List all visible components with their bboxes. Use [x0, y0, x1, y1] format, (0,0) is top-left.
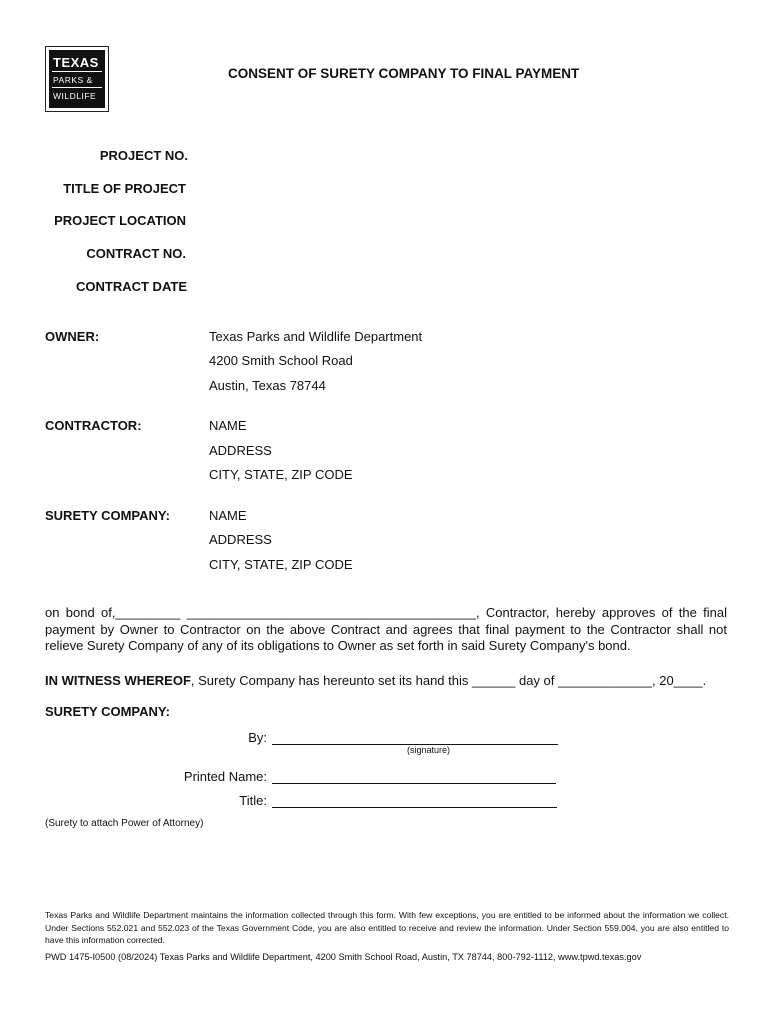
logo-line-parks: PARKS &	[53, 75, 93, 85]
printed-name-label: Printed Name:	[183, 769, 267, 784]
logo-rule	[52, 87, 102, 88]
contract-no-label: CONTRACT NO.	[86, 246, 186, 261]
form-title: CONSENT OF SURETY COMPANY TO FINAL PAYMENT	[228, 66, 580, 81]
signature-caption: (signature)	[407, 745, 451, 755]
title-line[interactable]	[272, 807, 557, 808]
witness-heading: IN WITNESS WHEREOF	[45, 673, 191, 688]
surety-label: SURETY COMPANY:	[45, 508, 170, 523]
logo-line-wildlife: WILDLIFE	[53, 91, 97, 101]
printed-name-line[interactable]	[272, 783, 556, 784]
contractor-address: ADDRESS	[209, 443, 272, 458]
title-of-project-label: TITLE OF PROJECT	[63, 181, 186, 196]
witness-line	[45, 673, 706, 688]
title-label: Title:	[239, 793, 267, 808]
logo-rule	[52, 71, 102, 72]
bond-paragraph: on bond of,_________ ________________________________________, Contractor, hereby approves of the final payment by Owner to Contractor on the above Contract and agrees that final payment to the Contractor shall not relieve Surety Company of any of its obligations to Owner as set forth in said Surety Company's bond.	[45, 605, 727, 653]
surety-address: ADDRESS	[209, 532, 272, 547]
owner-label: OWNER:	[45, 329, 100, 344]
owner-city: Austin, Texas 78744	[209, 378, 326, 393]
form-id-line: PWD 1475-I0500 (08/2024) Texas Parks and Wildlife Department, 4200 Smith School Road, Austin, TX 78744, 800-792-1112, www.tpwd.texas.gov	[45, 952, 642, 962]
tpwd-logo-mark	[49, 50, 105, 108]
project-location-label: PROJECT LOCATION	[54, 213, 186, 228]
surety-signature-heading: SURETY COMPANY:	[45, 704, 170, 719]
contractor-city: CITY, STATE, ZIP CODE	[209, 467, 353, 482]
surety-city: CITY, STATE, ZIP CODE	[209, 557, 353, 572]
surety-name: NAME	[209, 508, 247, 523]
tpwd-logo	[45, 46, 109, 112]
power-of-attorney-note: (Surety to attach Power of Attorney)	[45, 818, 204, 829]
witness-text: , Surety Company has hereunto set its hand this ______ day of _____________, 20____.	[190, 673, 707, 688]
project-no-label: PROJECT NO.	[99, 148, 188, 163]
contractor-label: CONTRACTOR:	[45, 418, 142, 433]
owner-name: Texas Parks and Wildlife Department	[209, 329, 423, 344]
by-label: By:	[248, 730, 267, 745]
contractor-name: NAME	[209, 418, 247, 433]
owner-address: 4200 Smith School Road	[209, 353, 353, 368]
privacy-notice: Texas Parks and Wildlife Department maintains the information collected through this form. With few exceptions, you are entitled to be informed about the information we collect. Under Sections 552.021 and 552.023 of the Texas Government Code, you are also entitled to receive and review the information. Under Section 559.004, you are also entitled to have this information corrected.	[45, 910, 729, 945]
contract-date-label: CONTRACT DATE	[76, 279, 187, 294]
logo-line-texas: TEXAS	[53, 55, 99, 70]
